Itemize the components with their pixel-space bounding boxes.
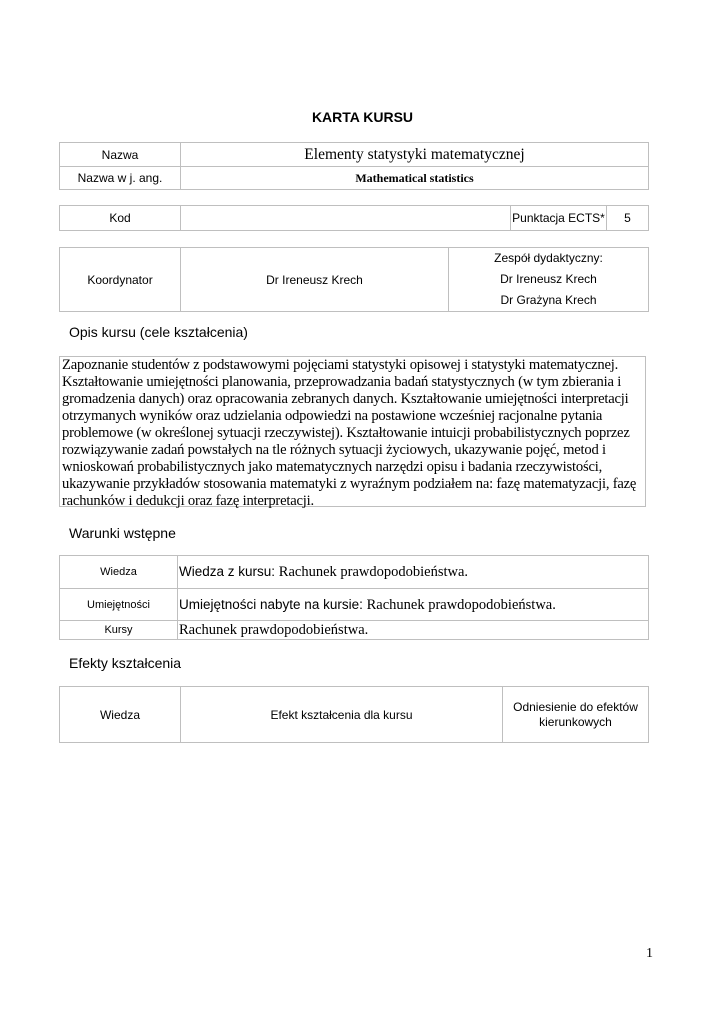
coordinator-name: Dr Ireneusz Krech — [181, 248, 449, 312]
page-number: 1 — [646, 946, 653, 961]
outcomes-heading: Efekty kształcenia — [69, 655, 182, 671]
prerequisite-label: Umiejętności — [60, 589, 178, 621]
team-member: Dr Ireneusz Krech — [500, 272, 597, 286]
teaching-team — [449, 248, 649, 312]
team-member: Dr Grażyna Krech — [500, 293, 597, 307]
name-label: Nazwa — [60, 143, 181, 167]
description-text: Zapoznanie studentów z podstawowymi pojęciami statystyki opisowej i statystyki matematycznej. Kształtowanie umiejętności planowania, przeprowadzania badań statystycznych (w tym zbierania i gromadzenia danych) oraz opracowania zebranych danych. Kształtowanie umiejętności interpretacji otrzymanych wyników oraz udzielania odpowiedzi na postawione wcześniej racjonalne pytania problemowe (w określonej sytuacji rzeczywistej). Kształtowanie intuicji probabilistycznych poprzez rozwiązywanie zadań powstałych na tle różnych sytuacji życiowych, ukazywanie pojęć, metod i wnioskowań probabilistycznych jako matematycznych narzędzi opisu i badania rzeczywistości, ukazywanie przykładów stosowania matematyki z wyraźnym podziałem na: fazę matematyzacji, fazę rachunków i dedukcji oraz fazę interpretacji. — [59, 356, 646, 507]
prerequisite-value: Rachunek prawdopodobieństwa. — [366, 596, 556, 613]
code-value — [181, 206, 511, 231]
outcomes-effect-header: Efekt kształcenia dla kursu — [181, 687, 503, 743]
prerequisites-heading: Warunki wstępne — [69, 525, 176, 541]
coordinator-label: Koordynator — [60, 248, 181, 312]
prerequisite-row — [60, 621, 649, 640]
prerequisite-row — [60, 556, 649, 589]
outcomes-table — [59, 686, 649, 743]
prerequisite-label: Kursy — [60, 621, 178, 640]
code-label: Kod — [60, 206, 181, 231]
outcomes-knowledge-label: Wiedza — [60, 687, 181, 743]
prerequisite-prefix: Umiejętności nabyte na kursie: — [179, 596, 367, 612]
name-value: Elementy statystyki matematycznej — [181, 143, 649, 167]
prerequisite-label: Wiedza — [60, 556, 178, 589]
outcomes-reference-header: Odniesienie do efektów kierunkowych — [503, 687, 649, 743]
prerequisites-table — [59, 555, 649, 640]
ects-value: 5 — [607, 206, 649, 231]
english-name-label: Nazwa w j. ang. — [60, 167, 181, 190]
prerequisite-value: Rachunek prawdopodobieństwa. — [278, 564, 469, 580]
coordinator-table — [59, 247, 649, 312]
prerequisite-prefix: Wiedza z kursu: — [179, 564, 279, 579]
ects-label: Punktacja ECTS* — [511, 206, 607, 231]
description-heading: Opis kursu (cele kształcenia) — [69, 324, 248, 340]
teaching-team-label: Zespół dydaktyczny: — [494, 251, 603, 265]
prerequisite-value: Rachunek prawdopodobieństwa. — [179, 622, 369, 638]
course-name-table — [59, 142, 649, 190]
prerequisite-row — [60, 589, 649, 621]
code-table — [59, 205, 649, 231]
page-title: KARTA KURSU — [311, 109, 414, 125]
english-name-value: Mathematical statistics — [181, 167, 649, 190]
